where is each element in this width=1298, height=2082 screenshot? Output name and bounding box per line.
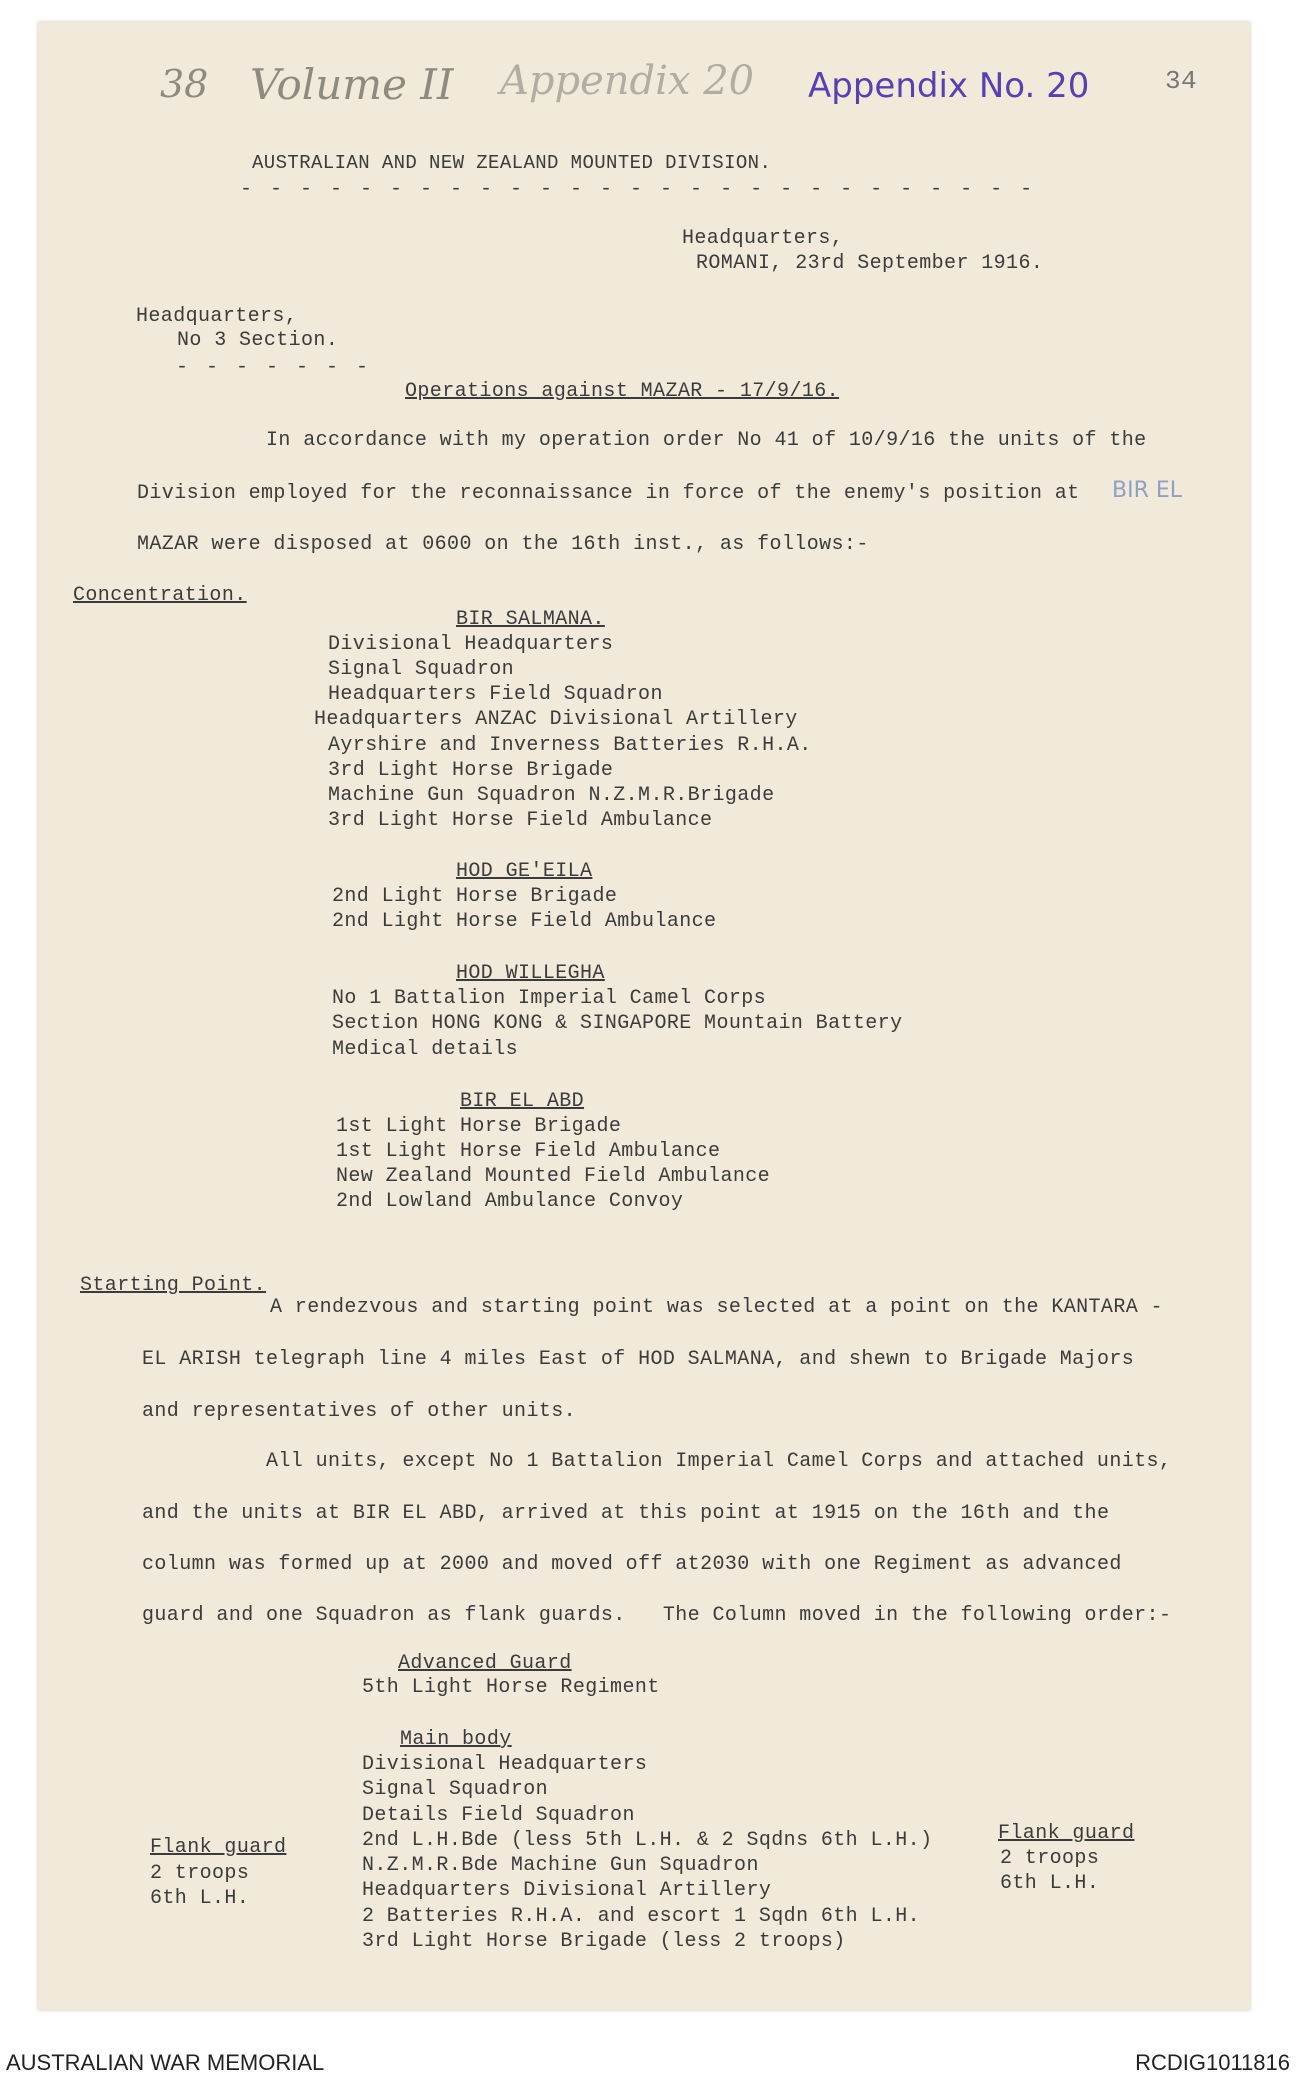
group-unit: 3rd Light Horse Field Ambulance [328, 809, 713, 832]
group-unit: Section HONG KONG & SINGAPORE Mountain Battery [332, 1012, 903, 1035]
group-place: BIR EL ABD [460, 1090, 585, 1113]
addressee-line-2: No 3 Section. [177, 329, 339, 352]
main-body-heading: Main body [400, 1728, 512, 1751]
handwritten-folio-number: 38 [160, 62, 209, 106]
group-unit: 1st Light Horse Brigade [336, 1115, 622, 1138]
main-body-unit: 2nd L.H.Bde (less 5th L.H. & 2 Sqdns 6th L.H.) [362, 1829, 933, 1852]
flank-guard-line: 6th L.H. [1000, 1872, 1100, 1895]
main-body-unit: Details Field Squadron [362, 1804, 635, 1827]
group-place: BIR SALMANA. [456, 608, 605, 631]
appendix-stamp: Appendix No. 20 [808, 66, 1090, 106]
main-body-unit: Signal Squadron [362, 1778, 549, 1801]
hq-line-1: Headquarters, [682, 227, 844, 250]
group-unit: Medical details [332, 1038, 519, 1061]
concentration-heading: Concentration. [73, 584, 247, 607]
main-body-unit: 2 Batteries R.H.A. and escort 1 Sqdn 6th L.H. [362, 1905, 921, 1928]
starting-point-line: column was formed up at 2000 and moved off at2030 with one Regiment as advanced [142, 1553, 1122, 1576]
group-place: HOD WILLEGHA [456, 962, 605, 985]
division-title: AUSTRALIAN AND NEW ZEALAND MOUNTED DIVISION. [252, 152, 772, 174]
group-unit: 2nd Light Horse Field Ambulance [332, 910, 717, 933]
group-unit: Ayrshire and Inverness Batteries R.H.A. [328, 734, 812, 757]
flank-guard-heading: Flank guard [998, 1822, 1135, 1845]
group-unit: 3rd Light Horse Brigade [328, 759, 614, 782]
addressee-line-1: Headquarters, [136, 305, 298, 328]
group-unit: Signal Squadron [328, 658, 515, 681]
footer-id: RCDIG1011816 [1135, 2050, 1290, 2075]
advanced-guard-heading: Advanced Guard [398, 1652, 572, 1675]
flank-guard-heading: Flank guard [150, 1836, 287, 1859]
starting-point-line: All units, except No 1 Battalion Imperial Camel Corps and attached units, [266, 1450, 1172, 1473]
handwritten-volume: Volume II [250, 60, 454, 109]
group-unit: Divisional Headquarters [328, 633, 614, 656]
footer-credit: AUSTRALIAN WAR MEMORIAL [6, 2050, 325, 2075]
starting-point-line: A rendezvous and starting point was selected at a point on the KANTARA - [270, 1296, 1163, 1319]
subject-line: Operations against MAZAR - 17/9/16. [405, 380, 840, 403]
group-unit: Headquarters Field Squadron [328, 683, 663, 706]
group-place: HOD GE'EILA [456, 860, 593, 883]
flank-guard-line: 6th L.H. [150, 1887, 250, 1910]
handwritten-bir-el: BIR EL [1112, 478, 1183, 503]
hq-line-2: ROMANI, 23rd September 1916. [696, 252, 1044, 275]
intro-line-1: In accordance with my operation order No 41 of 10/9/16 the units of the [266, 429, 1147, 452]
main-body-unit: 3rd Light Horse Brigade (less 2 troops) [362, 1930, 846, 1953]
group-unit: 1st Light Horse Field Ambulance [336, 1140, 721, 1163]
title-underline: - - - - - - - - - - - - - - - - - - - - - - - - - - - [240, 178, 1036, 201]
main-body-unit: Divisional Headquarters [362, 1753, 648, 1776]
main-body-unit: N.Z.M.R.Bde Machine Gun Squadron [362, 1854, 759, 1877]
group-unit: No 1 Battalion Imperial Camel Corps [332, 987, 767, 1010]
intro-line-2: Division employed for the reconnaissance in force of the enemy's position at [137, 482, 1080, 505]
group-unit: 2nd Light Horse Brigade [332, 885, 618, 908]
starting-point-heading: Starting Point. [80, 1274, 267, 1297]
group-unit: Headquarters ANZAC Divisional Artillery [314, 708, 798, 731]
starting-point-line: and the units at BIR EL ABD, arrived at this point at 1915 on the 16th and the [142, 1502, 1110, 1525]
group-unit: New Zealand Mounted Field Ambulance [336, 1165, 771, 1188]
intro-line-3: MAZAR were disposed at 0600 on the 16th inst., as follows:- [137, 533, 869, 556]
flank-guard-line: 2 troops [1000, 1847, 1100, 1870]
advanced-guard-unit: 5th Light Horse Regiment [362, 1676, 660, 1699]
page-number: 34 [1165, 66, 1198, 96]
group-unit: 2nd Lowland Ambulance Convoy [336, 1190, 684, 1213]
starting-point-line: EL ARISH telegraph line 4 miles East of HOD SALMANA, and shewn to Brigade Majors [142, 1348, 1135, 1371]
starting-point-line: guard and one Squadron as flank guards. The Column moved in the following order:- [142, 1604, 1172, 1627]
addressee-underline: - - - - - - - [176, 356, 372, 379]
starting-point-line: and representatives of other units. [142, 1400, 577, 1423]
flank-guard-line: 2 troops [150, 1862, 250, 1885]
group-unit: Machine Gun Squadron N.Z.M.R.Brigade [328, 784, 775, 807]
main-body-unit: Headquarters Divisional Artillery [362, 1879, 772, 1902]
handwritten-appendix: Appendix 20 [500, 58, 755, 104]
